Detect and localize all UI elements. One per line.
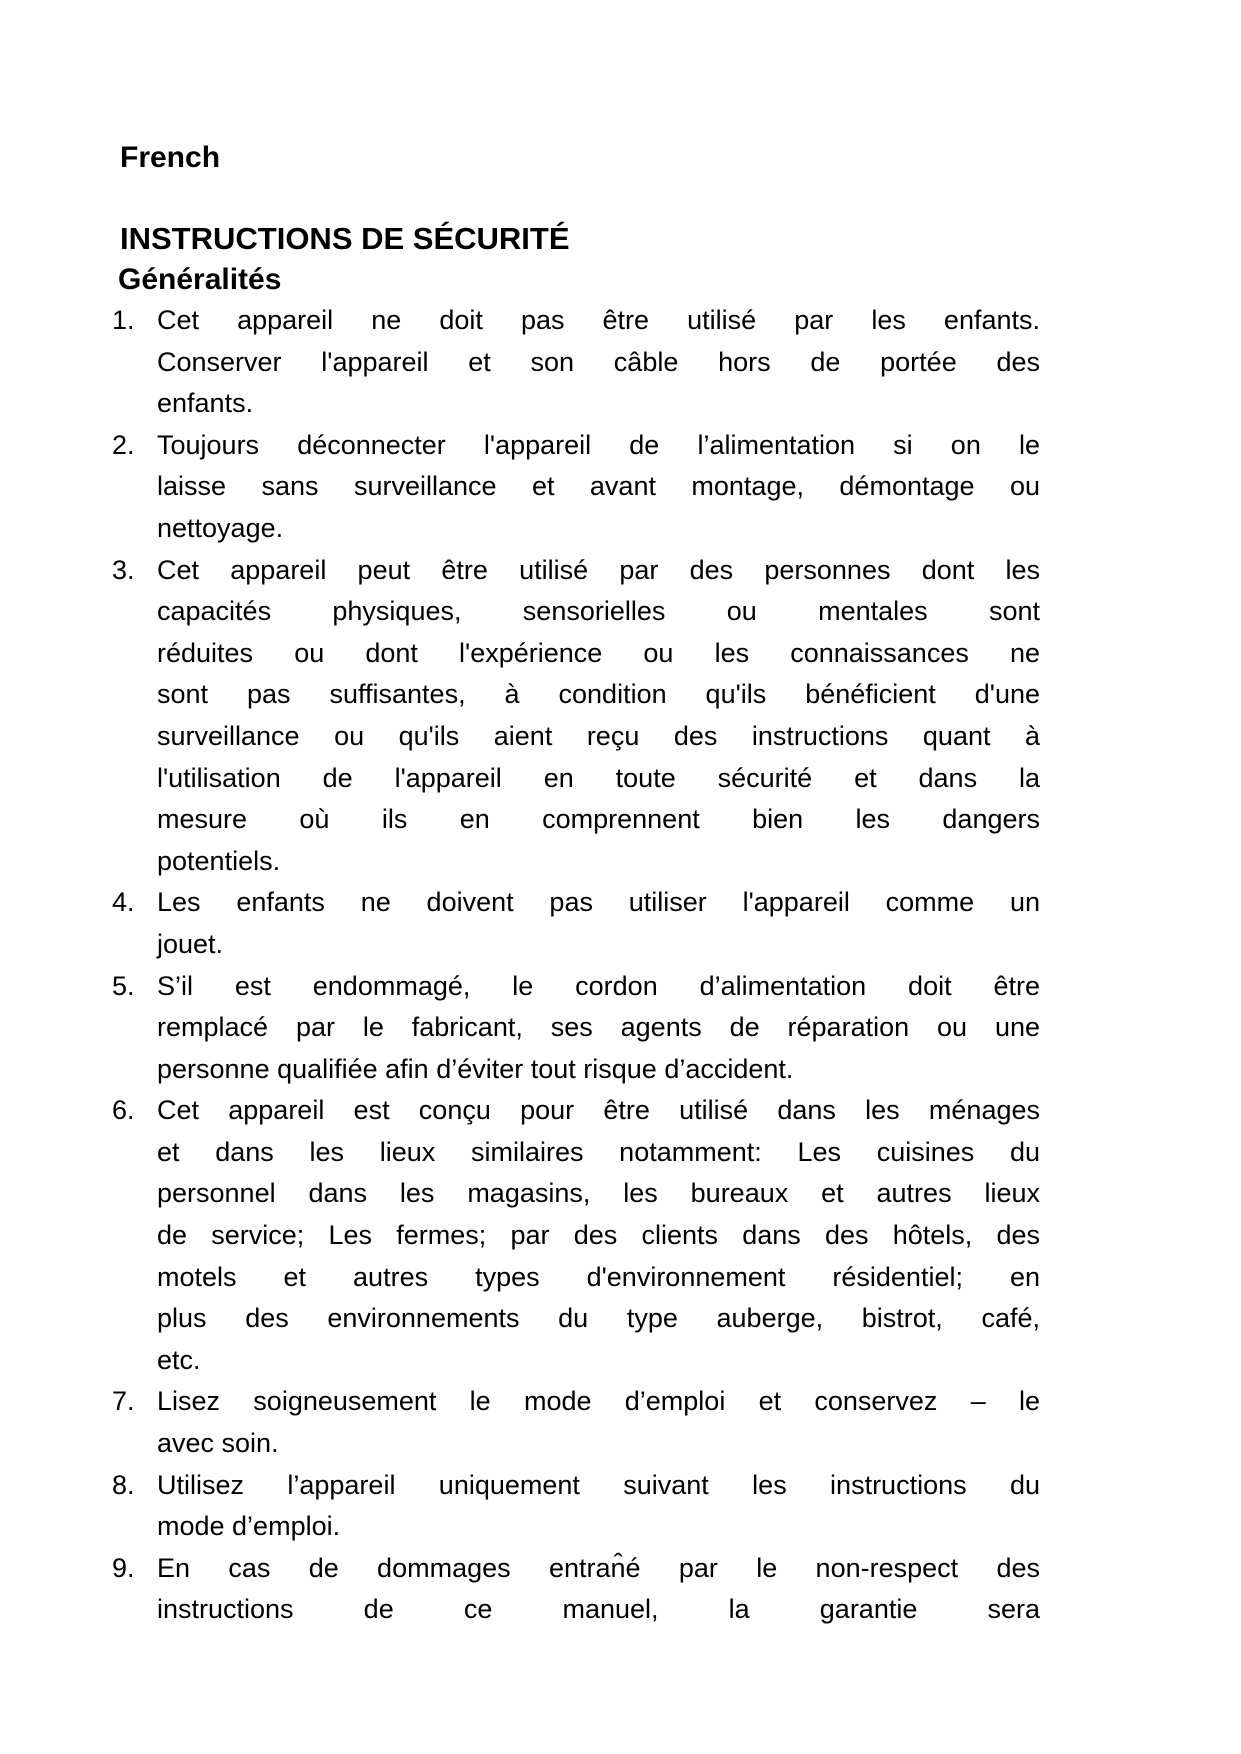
text-line: nettoyage. (157, 512, 284, 543)
text-line: motels et autres types d'environnement résidentiel; en (157, 1261, 1040, 1292)
item-text (157, 550, 1040, 883)
text-line: sont pas suffisantes, à condition qu'ils bénéficient d'une (157, 679, 1040, 710)
text-line: Cet appareil ne doit pas être utilisé par les enfants. (157, 305, 1040, 335)
item-number: 3. (112, 554, 135, 585)
item-number: 1. (112, 305, 135, 335)
text-line: réduites ou dont l'expérience ou les connaissances ne (157, 637, 1040, 668)
item-number: 6. (112, 1095, 135, 1126)
text-line: potentiels. (157, 845, 281, 876)
text-line: mode d’emploi. (157, 1511, 341, 1542)
text-line: Utilisez l’appareil uniquement suivant les instructions du (157, 1469, 1040, 1500)
text-line: En cas de dommages entran̂é par le non-respect des (157, 1552, 1040, 1583)
item-text (157, 1090, 1040, 1381)
text-line: enfants. (157, 388, 254, 419)
text-line: plus des environnements du type auberge, bistrot, café, (157, 1303, 1040, 1334)
item-text (157, 425, 1040, 550)
text-line: instructions de ce manuel, la garantie sera (157, 1594, 1040, 1625)
text-line: laisse sans surveillance et avant montage, démontage ou (157, 471, 1040, 502)
text-line: Conserver l'appareil et son câble hors de portée des (157, 346, 1040, 377)
page-title: INSTRUCTIONS DE SÉCURITÉ (120, 221, 570, 256)
text-line: Cet appareil est conçu pour être utilisé dans les ménages (157, 1095, 1040, 1126)
text-line: capacités physiques, sensorielles ou mentales sont (157, 596, 1040, 627)
list-item (112, 1381, 1040, 1464)
list-item (112, 550, 1040, 883)
item-text (157, 966, 1040, 1091)
text-line: surveillance ou qu'ils aient reçu des instructions quant à (157, 720, 1040, 751)
list-item (112, 1548, 1040, 1631)
text-line: avec soin. (157, 1428, 279, 1459)
text-line: Toujours déconnecter l'appareil de l’alimentation si on le (157, 429, 1040, 460)
text-line: etc. (157, 1344, 201, 1375)
text-line: jouet. (157, 928, 224, 959)
item-number: 9. (112, 1552, 135, 1583)
text-line: personnel dans les magasins, les bureaux et autres lieux (157, 1178, 1040, 1209)
text-line: mesure où ils en comprennent bien les dangers (157, 804, 1040, 835)
item-number: 8. (112, 1469, 135, 1500)
text-line: Les enfants ne doivent pas utiliser l'appareil comme un (157, 887, 1040, 918)
item-text (157, 882, 1040, 965)
list-item (112, 966, 1040, 1091)
item-text (157, 1465, 1040, 1548)
item-number: 2. (112, 429, 135, 460)
safety-instructions-list (112, 300, 1040, 1631)
item-text (157, 1381, 1040, 1464)
text-line: personne qualifiée afin d’éviter tout risque d’accident. (157, 1053, 794, 1084)
item-number: 4. (112, 887, 135, 918)
text-line: de service; Les fermes; par des clients dans des hôtels, des (157, 1220, 1040, 1251)
text-line: l'utilisation de l'appareil en toute sécurité et dans la (157, 762, 1040, 793)
list-item (112, 425, 1040, 550)
text-line: Cet appareil peut être utilisé par des personnes dont les (157, 554, 1040, 585)
text-line: remplacé par le fabricant, ses agents de réparation ou une (157, 1012, 1040, 1043)
list-item (112, 1090, 1040, 1381)
section-heading: Généralités (118, 263, 282, 296)
list-item (112, 882, 1040, 965)
text-line: Lisez soigneusement le mode d’emploi et conservez – le (157, 1386, 1040, 1417)
item-text (157, 300, 1040, 425)
item-number: 7. (112, 1386, 135, 1417)
item-number: 5. (112, 970, 135, 1001)
list-item (112, 1465, 1040, 1548)
item-text (157, 1548, 1040, 1631)
text-line: S’il est endommagé, le cordon d’alimentation doit être (157, 970, 1040, 1001)
text-line: et dans les lieux similaires notamment: Les cuisines du (157, 1136, 1040, 1167)
list-item (112, 300, 1040, 425)
language-heading: French (120, 141, 221, 174)
